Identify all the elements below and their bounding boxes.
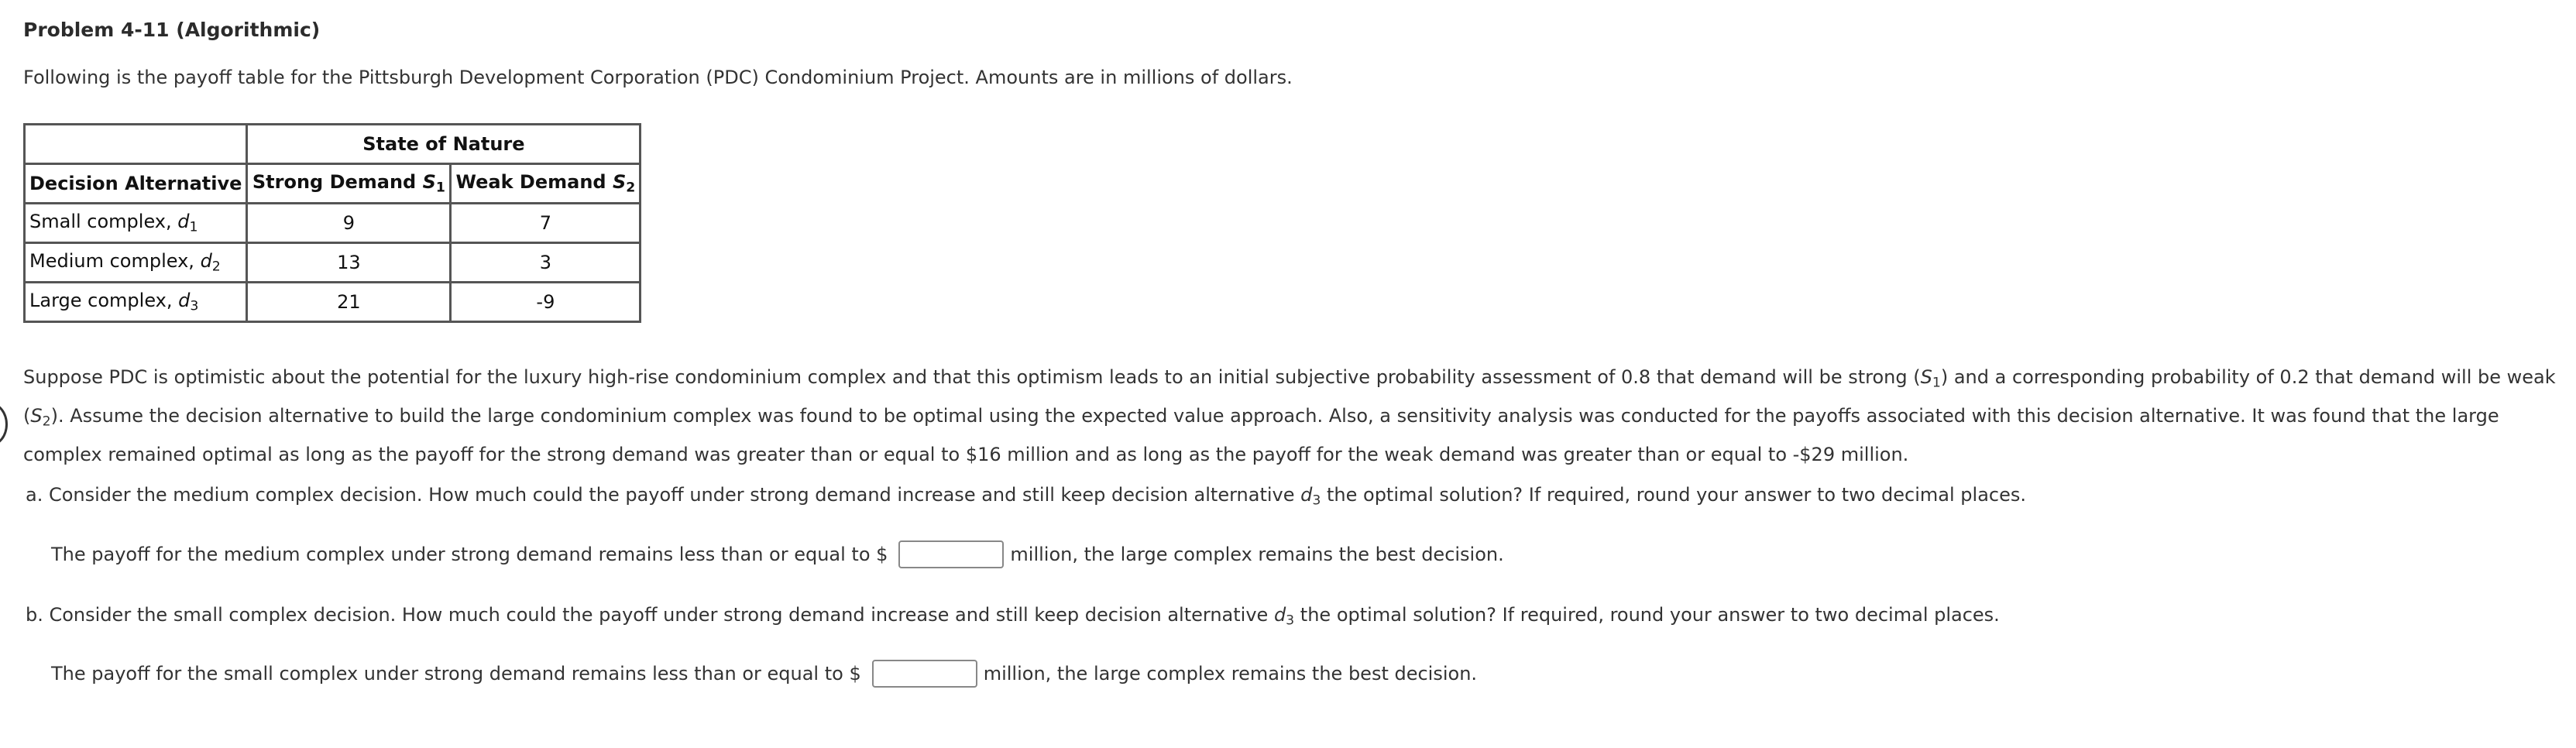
problem-title: Problem 4-11 (Algorithmic) <box>23 19 321 41</box>
question-a: a. Consider the medium complex decision. How much could the payoff under strong demand increase and still keep decision alternative $d_3$ the optimal solution? If required, round your answer to two decimal places. <box>26 484 2026 509</box>
state-of-nature-header: State of Nature <box>247 125 641 164</box>
table-row <box>25 243 641 283</box>
row-label-medium-complex: Medium complex, $d_2$ <box>25 243 247 283</box>
question-b: b. Consider the small complex decision. How much could the payoff under strong demand increase and still keep decision alternative $d_3$ the optimal solution? If required, round your answer to two decimal places. <box>26 604 2000 629</box>
cell-small-strong: 9 <box>247 204 451 243</box>
strong-demand-header: Strong Demand $S_1$ <box>247 164 451 204</box>
answer-b-row <box>51 660 1477 688</box>
row-label-large-complex: Large complex, $d_3$ <box>25 283 247 322</box>
cell-medium-strong: 13 <box>247 243 451 283</box>
problem-intro: Following is the payoff table for the Pittsburgh Development Corporation (PDC) Condominium Project. Amounts are in millions of dollars. <box>23 67 1293 88</box>
row-label-small-complex: Small complex, $d_1$ <box>25 204 247 243</box>
table-row <box>25 283 641 322</box>
partial-circle-icon <box>0 403 8 446</box>
weak-demand-header: Weak Demand $S_2$ <box>451 164 641 204</box>
answer-b-prefix: The payoff for the small complex under strong demand remains less than or equal to $ <box>51 663 861 685</box>
table-corner-cell <box>25 125 247 164</box>
answer-a-row <box>51 540 1504 568</box>
cell-large-weak: -9 <box>451 283 641 322</box>
table-group-header-row <box>25 125 641 164</box>
table-row <box>25 204 641 243</box>
payoff-table <box>23 123 641 323</box>
answer-a-input[interactable] <box>898 540 1004 568</box>
decision-alternative-header: Decision Alternative <box>25 164 247 204</box>
table-column-header-row <box>25 164 641 204</box>
answer-a-suffix: million, the large complex remains the best decision. <box>1010 544 1504 565</box>
answer-b-input[interactable] <box>872 660 977 688</box>
cell-small-weak: 7 <box>451 204 641 243</box>
answer-b-suffix: million, the large complex remains the best decision. <box>983 663 1478 685</box>
cell-medium-weak: 3 <box>451 243 641 283</box>
answer-a-prefix: The payoff for the medium complex under strong demand remains less than or equal to $ <box>51 544 888 565</box>
cell-large-strong: 21 <box>247 283 451 322</box>
scenario-paragraph: Suppose PDC is optimistic about the potential for the luxury high-rise condominium complex and that this optimism leads to an initial subjective probability assessment of 0.8 that demand will be strong $(S_1)$ and a corresponding probability of 0.2 that demand will be weak $(S_2)$. Assume the decision alternative to build the large condominium complex was found to be optimal using the expected value approach. Also, a sensitivity analysis was conducted for the payoffs associated with this decision alternative. It was found that the large complex remained optimal as long as the payoff for the strong demand was greater than or equal to $16 million and as long as the payoff for the weak demand was greater than or equal to -$29 million. <box>23 366 2556 465</box>
